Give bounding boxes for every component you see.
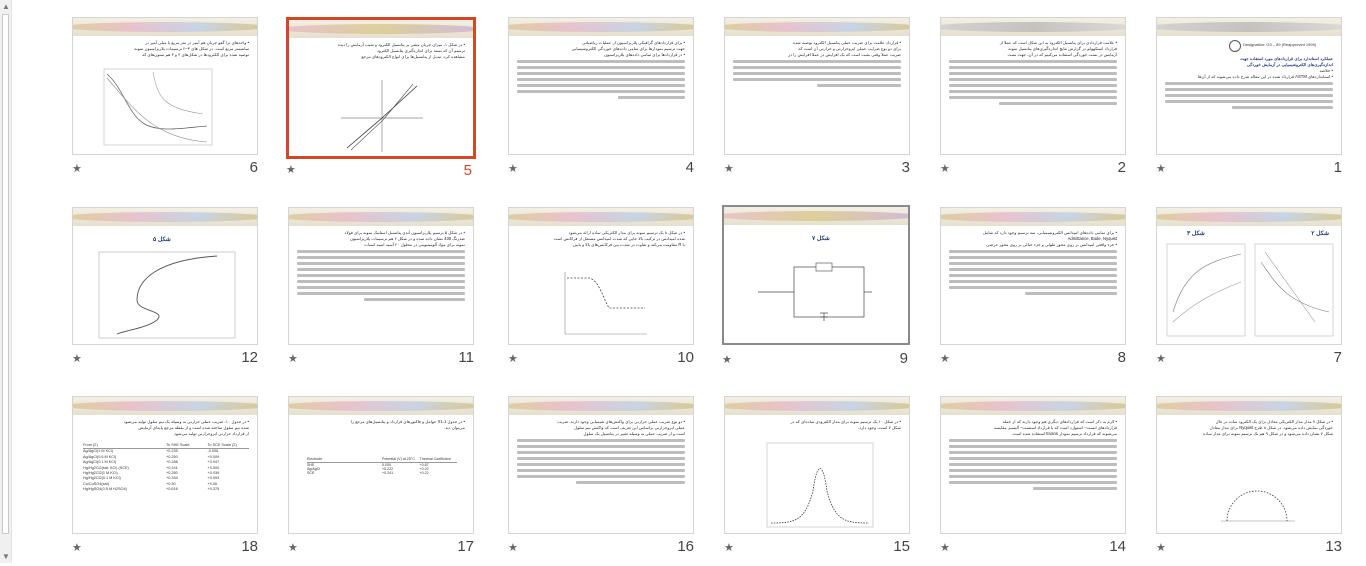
slide-thumbnail[interactable] xyxy=(1156,17,1342,155)
slide-sorter-grid xyxy=(12,0,1366,563)
slide-text: • لازم به ذکر است که قراردادهای دیگری هم وجود دارند که از جمله قراردادهای انست– استوارد است که با قرارداد استست– آلیسبر مقایسه می‌شوند که قرارداد ترسیم نمودار Evans استفاده شده است. xyxy=(949,419,1117,493)
slide-number: 14 xyxy=(1109,538,1126,555)
slide-text: • در شکل ۱۰ یک ترسیم نمونه برای مدار الکترودی ساده‌ای که در شکل ۷ است، وجود دارد. xyxy=(790,419,901,430)
slide-thumbnail-selected[interactable] xyxy=(286,17,476,159)
slide-thumbnail[interactable] xyxy=(940,17,1126,155)
slide-text: • در جدول X1.1 عوامل و فاکتورهای قرارداد و پتانسیل‌های مرجع را می‌توان دید. xyxy=(350,419,465,430)
slide-5[interactable] xyxy=(286,17,476,187)
transition-star-icon[interactable]: ★ xyxy=(72,163,82,175)
transition-star-icon[interactable]: ★ xyxy=(508,542,518,554)
transition-star-icon[interactable]: ★ xyxy=(722,354,732,366)
slide-number: 13 xyxy=(1325,538,1342,555)
slide-text: • در شکل ۱، میزان جریان منفی بر پتانسیل الکترود و شیب آزمایش را دیده ترسیم آن که بسته برای اندازه‌گیری پتانسیل الکترود مشاهده کرد. تبدیل از پتانسیل‌ها برای انواع الکترودهای مرجع xyxy=(337,42,465,59)
slide-text: • در شکل ۷ مدار مدار الکتریکی معادل برای یک الکترود ساده در حال خوردگی نمایش داده می‌شود. در شکل ۸ طرح Nyquist برای مدار معادل شکل ۷ نشان داده می‌شود و در شکل ۹ هم یک ترسیم نمونه برای مدار ساده xyxy=(1203,419,1333,436)
slide-number: 4 xyxy=(685,159,694,176)
slide-number: 9 xyxy=(899,350,908,367)
slide-number: 7 xyxy=(1333,349,1342,366)
slide-thumbnail[interactable] xyxy=(72,207,258,345)
figure-title: شکل ۵ xyxy=(153,237,171,243)
figure-title: شکل ۷ xyxy=(812,236,830,242)
slide-text: عملکرد استاندارد برای قراردادهای مورد استفاده جهت اندازه‌گیری‌های الکتروشیمیایی در آزمایش خوردگی • خلاصه • استانداردهای ASTM قرارداد شده در این مقاله شرح داده می‌شوند که از آن‌ها xyxy=(1165,56,1333,112)
slide-12[interactable] xyxy=(72,207,262,377)
slide-text: • در جدول ۱۰، ضریب عملی حرارتی به وسیله یک نیم سلول تولید می‌شود شده نیم سلول ساخته شده است و از نقطه مرجع پایه‌ای آزمایش از قرارداد حرارتی ایزوحرارتی تولید می‌شود xyxy=(123,419,249,436)
slide-thumbnail[interactable] xyxy=(508,207,694,345)
slide-10[interactable] xyxy=(508,207,698,377)
slide-designation: Designation: G3 – 89 (Reapproved 1999) xyxy=(1243,42,1317,47)
polarization-plot-icon xyxy=(337,78,427,154)
slide-text: • در شکل ۵ ترسیم پلاریزاسیون آندی پتانسیل استاتیک نمونه برای فولاد ضدزنگ 430 نشان داده شده و در شکل ۶ هم ترسیمات پلاریزاسیون نمونه برای مواد آلومینیومی در محلول ۲۰ آسید اسید استات xyxy=(297,230,465,304)
slide-thumbnail[interactable] xyxy=(722,205,910,345)
slide-thumbnail[interactable] xyxy=(940,207,1126,345)
anodic-polarization-plot-icon xyxy=(97,250,237,340)
slide-number: 8 xyxy=(1117,349,1126,366)
transition-star-icon[interactable]: ★ xyxy=(72,542,82,554)
slide-thumbnail[interactable] xyxy=(508,17,694,155)
figure-title: شکل ۲ xyxy=(1311,231,1329,237)
scroll-up-arrow-icon[interactable]: ▲ xyxy=(2,2,10,11)
slide-number: 10 xyxy=(677,349,694,366)
slide-number: 15 xyxy=(893,538,910,555)
slide-thumbnail[interactable] xyxy=(288,207,474,345)
reference-table: Electrode Potential (V) at 25°C Thermal Coefficient SHE 0.000 +0.87 Ag/AgCl +0.222 +0.22 SCE +0.241 +0.22 xyxy=(307,457,457,475)
circuit-diagram-icon xyxy=(754,257,874,327)
slide-text: • برای تمامی داده‌های امپدانس الکتروشیمیایی، سه ترسیم وجود دارد که شامل Admittance, Bode, Nyquist • جزء واقعی امپدانس بر روی محور طولی و جزء خیالی بر روی محور عرضی xyxy=(949,230,1117,298)
transition-star-icon[interactable]: ★ xyxy=(288,353,298,365)
slide-thumbnail[interactable] xyxy=(724,17,910,155)
slide-text: • واحدهای ترا گفو جریان هم آمپر در متر مربع یا میلی آمپر در سانتیمتر مربع است. در شکل های ۳–۲ ترسیمات پلاریزاسیون نمونه توصیه شده برای الکترودها در شکل‌های ۲ و ۳ هم ستون‌های که xyxy=(134,40,249,57)
polarization-curve-icon xyxy=(103,68,213,148)
slide-number: 11 xyxy=(458,349,474,366)
slide-number: 5 xyxy=(463,162,472,179)
slide-thumbnail[interactable] xyxy=(1156,396,1342,534)
slide-thumbnail[interactable] xyxy=(72,17,258,155)
scroll-thumb[interactable] xyxy=(2,14,9,534)
transition-star-icon[interactable]: ★ xyxy=(72,353,82,365)
slide-13[interactable] xyxy=(1156,396,1346,566)
slide-1[interactable] xyxy=(1156,17,1346,187)
slide-number: 12 xyxy=(241,349,258,366)
transition-star-icon[interactable]: ★ xyxy=(286,164,296,176)
figure-plots-icon xyxy=(1165,242,1335,340)
slide-number: 1 xyxy=(1333,159,1342,176)
transition-star-icon[interactable]: ★ xyxy=(1156,353,1166,365)
slide-11[interactable] xyxy=(288,207,478,377)
nyquist-plot-icon xyxy=(1217,477,1297,527)
figure-title: شکل ۳ xyxy=(1187,231,1205,237)
slide-8[interactable] xyxy=(940,207,1130,377)
transition-star-icon[interactable]: ★ xyxy=(940,353,950,365)
slide-number: 2 xyxy=(1117,159,1126,176)
slide-number: 16 xyxy=(677,538,694,555)
impedance-plot-icon xyxy=(559,268,649,338)
slide-text: • علامت قراردادی برای پتانسیل الکترود به این شکل است که عملا از قرارداد استکهولم در گزارش نتایج اندازه‌گیری‌های پتانسیل نمونه آزمایش در تست خوردگی استفاده می‌کنیم که در آن، جهت مثبت xyxy=(949,40,1117,108)
slide-2[interactable] xyxy=(940,17,1130,187)
slide-thumbnail[interactable] xyxy=(1156,207,1342,345)
slide-text: • برای قراردادهای گرافیکی پلاریزاسیون از عملیات ریاضیاتی جهت ترسیم نمودارها برای تمامی داده‌های خوردگی الکتروشیمیایی • در قراردادها برای تمامی داده‌های پلاریزاسیون xyxy=(517,40,685,102)
transition-star-icon[interactable]: ★ xyxy=(288,542,298,554)
slide-3[interactable] xyxy=(724,17,914,187)
slide-number: 18 xyxy=(241,538,258,555)
slide-thumbnail[interactable] xyxy=(288,396,474,534)
slide-number: 6 xyxy=(249,159,258,176)
slide-6[interactable] xyxy=(72,17,262,187)
slide-18[interactable] xyxy=(72,396,262,566)
transition-star-icon[interactable]: ★ xyxy=(940,163,950,175)
scroll-down-arrow-icon[interactable]: ▼ xyxy=(2,552,10,561)
slide-thumbnail[interactable] xyxy=(72,396,258,534)
slide-thumbnail[interactable] xyxy=(724,396,910,534)
slide-thumbnail[interactable] xyxy=(940,396,1126,534)
slide-14[interactable] xyxy=(940,396,1130,566)
transition-star-icon[interactable]: ★ xyxy=(1156,163,1166,175)
conversion-table: From (Σ) To SHE Scale To SCE Scale (Σ) Ag/AgCl(1 M KCl) +0.235 -0.006 Ag/AgCl(0.6 M KCl) +0.250 +0.009 Ag/AgCl(0.1 M KCl) +0.288 +0.047 Hg/Hg2Cl2(sat. KCl) (SCE) +0.241 +0.000 Hg/Hg2Cl2(1 M KCl) +0.280 +0.039 Hg/Hg2Cl2(0.1 M KCl) +0.334 +0.093 Cu/CuSO4(sat) +0.30 +0.06 Hg/HgSO4(0.5 M H2SO4) +0.616 +0.375 xyxy=(83,443,249,493)
astm-logo-icon xyxy=(1229,40,1241,52)
slide-text: • دو نوع ضریب عملی حرارتی برای واکنش‌های شیمیایی وجود دارند. ضریب عملی ایزوحرارتی براساس این تعریف است که واکنش نیم سلول است و از ضریب عملی به وسیله تغییر در پتانسیل یک سلول xyxy=(517,419,685,487)
slide-9[interactable] xyxy=(722,205,912,375)
slide-number: 17 xyxy=(457,538,474,555)
transition-star-icon[interactable]: ★ xyxy=(508,163,518,175)
slide-16[interactable] xyxy=(508,396,698,566)
slide-17[interactable] xyxy=(288,396,478,566)
slide-7[interactable] xyxy=(1156,207,1346,377)
transition-star-icon[interactable]: ★ xyxy=(724,163,734,175)
slide-15[interactable] xyxy=(724,396,914,566)
transition-star-icon[interactable]: ★ xyxy=(724,542,734,554)
vertical-scrollbar[interactable] xyxy=(0,0,12,563)
bell-curve-plot-icon xyxy=(765,441,875,529)
slide-text: • قرارداد علامت برای ضریب عملی پتانسیل الکترود توصیه شده برای دو نوع ضرایب عملی ایزوحرارتی و حرارتی آن است که ضریب عملا وقتی مثبت است که یک افزایش در عملا افزایش را در xyxy=(733,40,901,90)
slide-text: • در شکل ۸ یک ترسیم نمونه برای مدار الکتریکی ساده ارائه می‌شود شده امپدانس در ترکیب بالا جایی که شدت امپدانس مستقل از فرکانس است با R مقاومت می‌کند و تفاوت در شدت بین فرکانس‌های بالا و پایین xyxy=(553,230,685,247)
transition-star-icon[interactable]: ★ xyxy=(1156,542,1166,554)
slide-number: 3 xyxy=(901,159,910,176)
slide-4[interactable] xyxy=(508,17,698,187)
slide-thumbnail[interactable] xyxy=(508,396,694,534)
transition-star-icon[interactable]: ★ xyxy=(508,353,518,365)
transition-star-icon[interactable]: ★ xyxy=(940,542,950,554)
